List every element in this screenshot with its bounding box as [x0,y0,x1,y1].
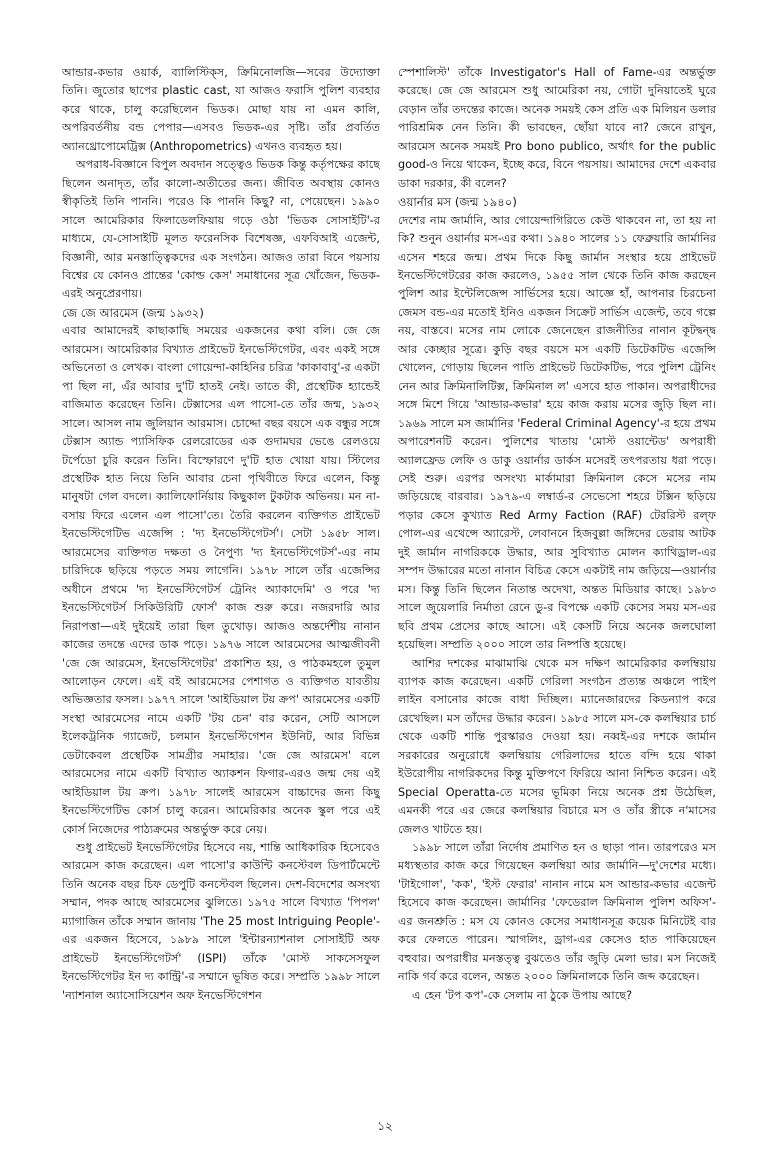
section-heading: জে জে আরমেস (জন্ম ১৯৩২) [62,305,204,320]
left-column [62,64,380,1094]
paragraph: এ হেন 'টপ কপ'-কে সেলাম না ঠুকে উপায় আছে? [412,988,633,1002]
paragraph: দেশের নাম জার্মানি, আর গোয়েন্দাগিরিতে কেউ থাকবেন না, তা হয় না কি? শুনুন ওয়ার্নার মস-এর কথা। ১৯৪০ সালের ১১ ফেব্রুয়ারি জার্মানির এসেন শহরে জন্ম। প্রথম দিকে কিছু জার্মান সংস্থার হয়ে প্রাইভেট ইনভেস্টিগেটরের কাজ করলেও, ১৯৫৫ সাল থেকে তিনি কাজ করছেন পুলিশ আর ইন্টেলিজেন্স সার্ভিসের হয়ে। আজ্ঞে হাঁ, আপনার চিরচেনা জেমস বন্ড-এর মতোই ইনিও একজন সিক্রেট সার্ভিস এজেন্ট, তবে গল্পে নয়, বাস্তবে। মসের নাম লোকে জেনেছেন রাজনীতির নানান কূটদ্বন্দ্ব আর কেচ্ছার সূত্রে। কুড়ি বছর বয়সে মস একটি ডিটেকটিভ এজেন্সি খোলেন, গোড়ায় ছিলেন পাতি প্রাইভেট ডিটেকটিভ, পরে পুলিশ ট্রেনিং নেন আর ক্রিমিনালিটিক্স, ক্রিমিনাল ল' এসবে হাত পাকান। অপরাধীদের সঙ্গে মিশে গিয়ে 'আন্ডার-কভার' হয়ে কাজ করায় মসের জুড়ি ছিল না। ১৯৬৯ সালে মস জার্মানির 'Federal Criminal Agency'-র হয়ে প্রথম অপারেশনটি করেন। পুলিশের খাতায় 'মোস্ট ওয়ান্টেড' অপরাধী অ্যালফ্রেড লেফি ও ডাকু ওয়ার্নার ডার্কস মসেরই তৎপরতায় ধরা পড়ে। সেই শুরু। এরপর অসংখ্য মার্কামারা ক্রিমিনাল কেসে মসের নাম জড়িয়েছে বারবার। ১৯৭৯-এ লম্বার্ড-র সেভেসো শহরে টক্সিন ছড়িয়ে পড়ার কেসে কুখ্যাত Red Army Faction (RAF) টেররিস্ট রল্‌ফ পোল-এর এথেন্সে অ্যারেস্ট, লেবাননে হিজবুল্লা জঙ্গিদের ডেরায় আটক দুই জার্মান নাগরিককে উদ্ধার, আর সুবিখ্যাত মোলন ক্যাথিড্রাল-এর সম্পদ উদ্ধারের মতো নানান বিচিত্র কেসে একটাই নাম জড়িয়ে—ওয়ার্নার মস। কিন্তু তিনি ছিলেন নিতান্ত অদেখা, অন্তত মিডিয়ার কাছে। ১৯৮৩ সালে জুয়েলারি নির্মাতা রেনে ডু-র বিপক্ষে একটি কেসের সময় মস-এর ছবি প্রথম প্রেসের কাছে আসে। এই কেসটি নিয়ে অনেক জলঘোলা হয়েছিল। সম্প্রতি ২০০০ সালে তার নিষ্পত্তি হয়েছে। [398,213,716,652]
right-column [398,64,716,1094]
paragraph: স্পেশালিস্ট' তাঁকে Investigator's Hall of Fame-এর অন্তর্ভুক্ত করেছে। জে জে আরমেস শুধু আমেরিকা নয়, গোটা দুনিয়াতেই ঘুরে বেড়ান তাঁর তদন্তের কাজে। অনেক সময়ই কেস প্রতি এক মিলিয়ন ডলার পারিশ্রমিক নেন তিনি। কী ভাবছেন, ছোঁয়া যাবে না? জেনে রাখুন, আরমেস অনেক সময়ই Pro bono publico, অর্থাৎ for the public good-ও নিয়ে থাকেন, ইচ্ছে করে, বিনে পয়সায়। আমাদের দেশে একবার ডাকা দরকার, কী বলেন? [398,66,716,190]
paragraph: অপরাধ-বিজ্ঞানে বিপুল অবদান সত্ত্বেও ভিডক কিন্তু কর্তৃপক্ষের কাছে ছিলেন অনাদৃত, তাঁর কালো-অতীতের জন্য। জীবিত অবস্থায় কোনও স্বীকৃতিই তিনি পাননি। পরেও কি পাননি কিছু? না, পেয়েছেন। ১৯৯০ সালে আমেরিকার ফিলাডেলফিয়ায় গড়ে ওঠা 'ভিডক সোসাইটি'-র মাধ্যমে, যে-সোসাইটি মূলত ফরেনসিক বিশেষজ্ঞ, এফবিআই এজেন্ট, বিজ্ঞানী, আর মনস্তাত্ত্বিকদের এক সংগঠন। আজও তারা বিনে পয়সায় বিশ্বের যে কোনও প্রান্তের 'কোল্ড কেস' সমাধানের সূত্র খোঁজেন, ভিডক-এরই অনুপ্রেরণায়। [62,158,380,301]
paragraph: এবার আমাদেরই কাছাকাছি সময়ের একজনের কথা বলি। জে জে আরমেস। আমেরিকার বিখ্যাত প্রাইভেট ইনভেস্টিগেটর, এবং একই সঙ্গে অভিনেতা ও লেখক। বাংলা গোয়েন্দা-কাহিনির চরিত্র 'কাকাবাবু'-র একটা পা ছিল না, এঁর আবার দু'টি হাতই নেই। তাতে কী, প্রস্থেটিক হ্যান্ডেই বাজিমাত করেছেন তিনি। টেক্সাসের এল পাসো-তে তাঁর জন্ম, ১৯৩২ সালে। আসল নাম জুলিয়ান আরমাস। চোদ্দো বছর বয়সে এক বন্ধুর সঙ্গে টেক্সাস অ্যান্ড প্যাসিফিক রেলরোডের এক গুদামঘর ভেঙে রেলওয়ে টর্পেডো চুরি করেন তিনি। বিস্ফোরণে দু'টি হাত খোয়া যায়। স্টিলের প্রস্থেটিক হাত নিয়ে তিনি আবার চেনা পৃথিবীতে ফিরে এলেন, কিন্তু মানুষটা গেল বদলে। ক্যালিফোর্নিয়ায় কিছুকাল টুকটাক অভিনয়। মন না-বসায় ফিরে এলেন এল পাসো'তে। তৈরি করলেন ব্যক্তিগত প্রাইভেট ইনভেস্টিগেটিভ এজেন্সি : 'দ্য ইনভেস্টিগেটর্স'। সেটা ১৯৫৮ সাল। আরমেসের ব্যক্তিগত দক্ষতা ও নৈপুণ্য 'দ্য ইনভেস্টিগেটর্স'-এর নাম চারিদিকে ছড়িয়ে পড়তে সময় লাগেনি। ১৯৭৮ সালে তাঁর এজেন্সির অধীনে প্রথমে 'দ্য ইনভেস্টিগেটর্স ট্রেনিং অ্যাকাদেমি' ও পরে 'দ্য ইনভেস্টিগেটর্স সিকিউরিটি ফোর্স' কাজ শুরু করে। নজরদারি আর নিরাপত্তা—এই দুইয়েই তারা ছিল তুখোড়। আজও অন্তর্দেশীয় নানান কাজের তদন্তে এদের ডাক পড়ে। ১৯৭৬ সালে আরমেসের আত্মজীবনী 'জে জে আরমেস, ইনভেস্টিগেটর' প্রকাশিত হয়, ও পাঠকমহলে তুমুল আলোড়ন ফেলে। এই বই আরমেসের পেশাগত ও ব্যক্তিগত যাবতীয় অভিজ্ঞতার ফসল। ১৯৭৭ সালে 'আইডিয়াল টয় ক্রপ' আরমেসের একটি সংস্থা আরমেসের নামে একটি 'টয় চেন' বার করেন, সেটি আসলে ইলেকট্রনিক গ্যাজেট, চলমান ইনভেস্টিগেশন ইউনিট, আর বিভিন্ন ডেটাকেবল প্রস্থেটিক সামগ্রীর সমাহার। 'জে জে আরমেস' বলে আরমেসের নামে একটি বিখ্যাত অ্যাকশন ফিগার-এরও জন্ম দেয় এই আইডিয়াল টয় ক্রপ। ১৯৭৮ সালেই আরমেস বাচ্চাদের জন্য কিছু ইনভেস্টিগেটিভ কোর্স চালু করেন। আমেরিকার অনেক স্কুল পরে এই কোর্স নিজেদের পাঠ্যক্রমের অন্তর্ভুক্ত করে নেয়। [62,324,380,836]
section-heading: ওয়ার্নার মস (জন্ম ১৯৪০) [398,195,517,210]
paragraph: ১৯৯৮ সালে তাঁরা নির্দোষ প্রমাণিত হন ও ছাড়া পান। তারপরেও মস মধ্যস্থতার কাজ করে গিয়েছেন কলম্বিয়া আর জার্মানি—দু'দেশের মধ্যে। 'টাইগোল', 'কক', 'ইস্ট ফেরার' নানান নামে মস আন্ডার-কভার এজেন্ট হিসেবে কাজ করেছেন। জার্মানির 'ফেডেরাল ক্রিমিনাল পুলিশ অফিস'-এর জনশ্রুতি : মস যে কোনও কেসের সমাধানসূত্র কয়েক মিনিটেই বার করে ফেলতে পারেন। স্মাগলিং, ড্রাগ-এর কেসেও হাত পাকিয়েছেন বহুবার। অপরাধীর মনস্তত্ত্ব বুঝতেও তাঁর জুড়ি মেলা ভার। মস নিজেই নাকি গর্ব করে বলেন, অন্তত ২০০০ ক্রিমিনালকে তিনি জব্দ করেছেন। [398,841,716,984]
paragraph: আশির দশকের মাঝামাঝি থেকে মস দক্ষিণ আমেরিকার কলম্বিয়ায় ব্যাপক কাজ করেছেন। একটি গেরিলা সংগঠন প্রত্যন্ত অঞ্চলে পাইপ লাইন বসানোর কাজে বাধা দিচ্ছিল। ম্যানেজারদের কিডন্যাপ করে রেখেছিল। মস তাঁদের উদ্ধার করেন। ১৯৮৫ সালে মস-কে কলম্বিয়ার চার্চ থেকে একটি শান্তি পুরস্কারও দেওয়া হয়। নব্বই-এর দশকে জার্মান সরকারের অনুরোধে কলম্বিয়ায় গেরিলাদের হাতে বন্দি হয়ে থাকা ইউরোপীয় নাগরিকদের কিন্তু মুক্তিপণে ফিরিয়ে আনা নিশ্চিত করেন। এই Special Operatta-তে মসের ভূমিকা নিয়ে অনেক প্রশ্ন উঠেছিল, এমনকী পরে এর জেরে কলম্বিয়ার বিচারে মস ও তাঁর স্ত্রীকে ন'মাসের জেলও খাটতে হয়। [398,656,716,836]
paragraph: শুধু প্রাইভেট ইনভেস্টিগেটর হিসেবে নয়, শান্তি আধিকারিক হিসেবেও আরমেস কাজ করেছেন। এল পাসো'র কাউন্টি কনস্টেবল ডিপার্টমেন্টে তিনি অনেক বছর চিফ ডেপুটি কনস্টেবল ছিলেন। দেশ-বিদেশের অসংখ্য সম্মান, পদক আছে আরমেসের ঝুলিতে। ১৯৭৫ সালে বিখ্যাত 'পিপল' ম্যাগাজিন তাঁকে সম্মান জানায় 'The 25 most Intriguing People'-এর একজন হিসেবে, ১৯৮৯ সালে 'ইন্টারন্যাশনাল সোসাইটি অফ প্রাইভেট ইনভেস্টিগেটর্স' (ISPI) তাঁকে 'মোস্ট সাকসেসফুল ইনভেস্টিগেটর ইন দ্য কান্ট্রি'-র সম্মানে ভূষিত করে। সম্প্রতি ১৯৯৮ সালে 'ন্যাশনাল অ্যাসোসিয়েশন অফ ইনভেস্টিগেশন [62,841,380,1002]
book-page [62,64,724,1114]
paragraph: আন্ডার-কভার ওয়ার্ক, ব্যালিস্টিক্‌স, ক্রিমিনোলজি—সবের উদ্যোক্তা তিনি। জুতোর ছাপের plastic cast, যা আজও ফরাসি পুলিশ ব্যবহার করে থাকে, চালু করেছিলেন ভিডক। মোছা যায় না এমন কালি, অপরিবর্তনীয় বন্ড পেপার—এসবও ভিডক-এর সৃষ্টি। তাঁর প্রবর্তিত অ্যানথ্রোপোমেট্রিক্স (Anthropometrics) এখনও ব্যবহৃত হয়। [62,66,380,153]
page-number: ১২ [377,1119,393,1133]
